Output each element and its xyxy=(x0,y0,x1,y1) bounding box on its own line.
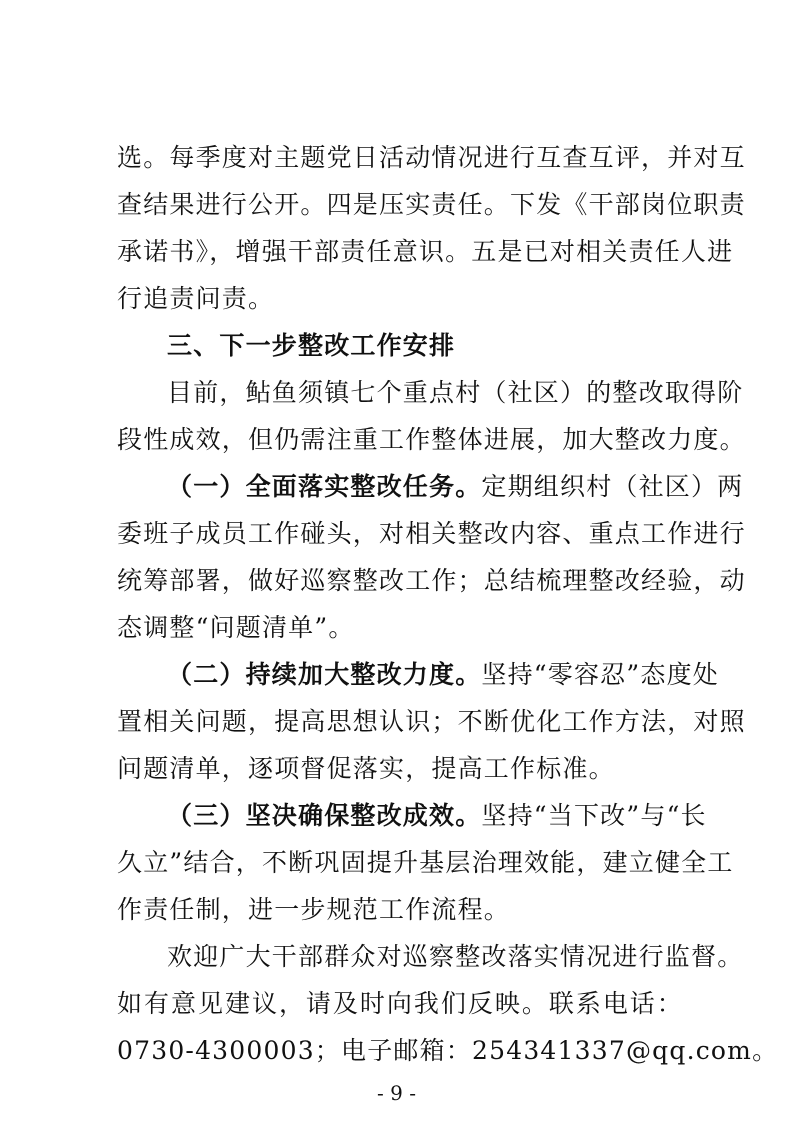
body-line-2: 查结果进行公开。四是压实责任。下发《干部岗位职责 xyxy=(117,190,746,219)
subsection-3-text-start: 坚持“当下改”与“长 xyxy=(481,801,707,830)
body-line-11: 统筹部署，做好巡察整改工作；总结梳理整改经验，动 xyxy=(117,566,746,595)
body-line-20: 作责任制，进一步规范工作流程。 xyxy=(117,895,511,924)
subsection-2-title: （二）持续加大整改力度。 xyxy=(167,660,482,689)
contact-line: 0730-4300003；电子邮箱：254341337@qq.com。 xyxy=(117,1036,779,1065)
subsection-3-title: （三）坚决确保整改成效。 xyxy=(167,801,482,830)
subsection-line-3 xyxy=(167,799,707,833)
body-line-12: 态调整“问题清单”。 xyxy=(117,613,355,642)
body-line-15: 置相关问题，提高思想认识；不断优化工作方法，对照 xyxy=(117,707,746,736)
body-line-7: 段性成效，但仍需注重工作整体进展，加大整改力度。 xyxy=(117,425,746,454)
closing-line-2: 如有意见建议，请及时向我们反映。联系电话： xyxy=(117,989,683,1018)
closing-line-1: 欢迎广大干部群众对巡察整改落实情况进行监督。 xyxy=(167,942,744,971)
subsection-line-1 xyxy=(167,470,744,504)
body-line-3: 承诺书》，增强干部责任意识。五是已对相关责任人进 xyxy=(117,237,734,266)
body-line-1: 选。每季度对主题党日活动情况进行互查互评，并对互 xyxy=(117,143,746,172)
body-line-6: 目前，鲇鱼须镇七个重点村（社区）的整改取得阶 xyxy=(167,378,744,407)
body-line-16: 问题清单，逐项督促落实，提高工作标准。 xyxy=(117,754,615,783)
subsection-1-title: （一）全面落实整改任务。 xyxy=(167,472,482,501)
section-heading: 三、下一步整改工作安排 xyxy=(167,331,456,360)
body-line-10: 委班子成员工作碰头，对相关整改内容、重点工作进行 xyxy=(117,519,746,548)
subsection-line-2 xyxy=(167,658,719,692)
body-line-19: 久立”结合，不断巩固提升基层治理效能，建立健全工 xyxy=(117,848,734,877)
page-number: - 9 - xyxy=(377,1081,416,1105)
subsection-1-text-start: 定期组织村（社区）两 xyxy=(481,472,744,501)
body-line-4: 行追责问责。 xyxy=(117,284,275,313)
subsection-2-text-start: 坚持“零容忍”态度处 xyxy=(481,660,719,689)
